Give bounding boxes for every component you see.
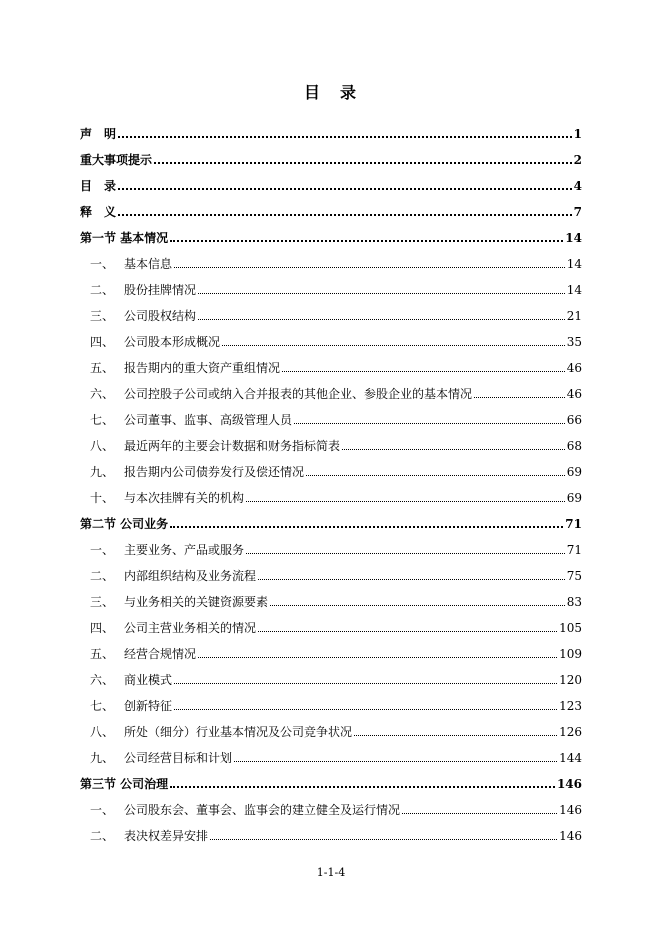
- toc-entry-page: 14: [566, 257, 582, 271]
- toc-entry-label: 报告期内公司债券发行及偿还情况: [124, 465, 305, 479]
- toc-entry-label: 第三节 公司治理: [80, 777, 169, 791]
- toc-entry-label: 与业务相关的关键资源要素: [124, 595, 269, 609]
- toc-entry-number: 一、: [90, 803, 115, 817]
- toc-entry-number: 三、: [90, 595, 115, 609]
- toc-entry-page: 14: [566, 283, 582, 297]
- toc-dot-leader: [198, 657, 557, 658]
- toc-entry-page: 2: [573, 153, 582, 167]
- toc-subsection-entry[interactable]: [80, 245, 582, 271]
- toc-entry-label: 商业模式: [124, 673, 173, 687]
- toc-entry-number: 四、: [90, 335, 115, 349]
- toc-entry-number: 一、: [90, 257, 115, 271]
- toc-entry-page: 66: [566, 413, 582, 427]
- toc-entry-label: 基本信息: [124, 257, 173, 271]
- toc-dot-leader: [174, 267, 565, 268]
- toc-entry-label: 公司控股子公司或纳入合并报表的其他企业、参股企业的基本情况: [124, 387, 473, 401]
- page-title: 目 录: [303, 83, 358, 102]
- toc-subsection-entry[interactable]: [80, 375, 582, 401]
- toc-entry-label: 公司主营业务相关的情况: [124, 621, 257, 635]
- toc-entry-label: 主要业务、产品或服务: [124, 543, 245, 557]
- toc-entry-page: 46: [566, 387, 582, 401]
- toc-entry-number: 一、: [90, 543, 115, 557]
- toc-dot-leader: [258, 631, 557, 632]
- toc-dot-leader: [198, 319, 565, 320]
- toc-subsection-entry[interactable]: [80, 453, 582, 479]
- toc-entry-page: 146: [559, 829, 582, 843]
- toc-subsection-entry[interactable]: [80, 739, 582, 765]
- toc-entry-page: 71: [565, 517, 582, 531]
- toc-subsection-entry[interactable]: [80, 791, 582, 817]
- toc-dot-leader: [222, 345, 565, 346]
- toc-entry-number: 六、: [90, 387, 115, 401]
- toc-section-entry[interactable]: [80, 219, 582, 245]
- toc-entry-page: 35: [566, 335, 582, 349]
- toc-entry-page: 75: [566, 569, 582, 583]
- toc-subsection-entry[interactable]: [80, 297, 582, 323]
- toc-subsection-entry[interactable]: [80, 323, 582, 349]
- toc-entry-label: 第二节 公司业务: [80, 517, 169, 531]
- table-of-contents: [80, 115, 582, 843]
- toc-dot-leader: [306, 475, 565, 476]
- toc-subsection-entry[interactable]: [80, 531, 582, 557]
- toc-entry-label: 重大事项提示: [80, 153, 153, 167]
- toc-dot-leader: [270, 605, 565, 606]
- toc-entry-number: 八、: [90, 725, 115, 739]
- toc-entry-label: 公司经营目标和计划: [124, 751, 233, 765]
- toc-dot-leader: [118, 188, 572, 190]
- toc-dot-leader: [174, 709, 557, 710]
- toc-dot-leader: [174, 683, 557, 684]
- toc-subsection-entry[interactable]: [80, 479, 582, 505]
- toc-entry-page: 1: [573, 127, 582, 141]
- toc-subsection-entry[interactable]: [80, 635, 582, 661]
- toc-dot-leader: [282, 371, 565, 372]
- toc-entry-page: 69: [566, 491, 582, 505]
- toc-section-entry[interactable]: [80, 765, 582, 791]
- toc-entry-page: 144: [559, 751, 582, 765]
- toc-dot-leader: [342, 449, 565, 450]
- toc-subsection-entry[interactable]: [80, 661, 582, 687]
- toc-entry-page: 14: [565, 231, 582, 245]
- toc-dot-leader: [170, 240, 563, 242]
- toc-entry-label: 公司董事、监事、高级管理人员: [124, 413, 293, 427]
- toc-entry-number: 二、: [90, 569, 115, 583]
- toc-entry-page: 46: [566, 361, 582, 375]
- toc-section-entry[interactable]: [80, 505, 582, 531]
- toc-section-entry[interactable]: [80, 141, 582, 167]
- toc-entry-number: 十、: [90, 491, 115, 505]
- toc-entry-label: 公司股东会、董事会、监事会的建立健全及运行情况: [124, 803, 401, 817]
- toc-dot-leader: [402, 813, 557, 814]
- toc-dot-leader: [234, 761, 557, 762]
- toc-entry-number: 四、: [90, 621, 115, 635]
- toc-dot-leader: [474, 397, 565, 398]
- toc-dot-leader: [294, 423, 565, 424]
- toc-entry-label: 创新特征: [124, 699, 173, 713]
- toc-subsection-entry[interactable]: [80, 583, 582, 609]
- toc-entry-page: 126: [559, 725, 582, 739]
- toc-entry-label: 内部组织结构及业务流程: [124, 569, 257, 583]
- toc-section-entry[interactable]: [80, 115, 582, 141]
- toc-entry-number: 七、: [90, 699, 115, 713]
- toc-entry-page: 83: [566, 595, 582, 609]
- toc-dot-leader: [354, 735, 557, 736]
- toc-entry-number: 三、: [90, 309, 115, 323]
- toc-subsection-entry[interactable]: [80, 609, 582, 635]
- toc-entry-label: 公司股本形成概况: [124, 335, 221, 349]
- toc-entry-page: 120: [559, 673, 582, 687]
- toc-dot-leader: [170, 786, 555, 788]
- toc-subsection-entry[interactable]: [80, 271, 582, 297]
- toc-entry-page: 4: [573, 179, 582, 193]
- toc-subsection-entry[interactable]: [80, 401, 582, 427]
- toc-dot-leader: [118, 214, 572, 216]
- toc-entry-number: 五、: [90, 647, 115, 661]
- toc-entry-number: 六、: [90, 673, 115, 687]
- toc-entry-number: 八、: [90, 439, 115, 453]
- toc-entry-number: 二、: [90, 283, 115, 297]
- toc-entry-label: 第一节 基本情况: [80, 231, 169, 245]
- toc-entry-label: 报告期内的重大资产重组情况: [124, 361, 281, 375]
- toc-entry-label: 释 义: [80, 205, 117, 219]
- page-number: 1-1-4: [316, 866, 346, 879]
- toc-entry-number: 九、: [90, 751, 115, 765]
- toc-dot-leader: [118, 136, 572, 138]
- toc-entry-page: 71: [566, 543, 582, 557]
- toc-subsection-entry[interactable]: [80, 557, 582, 583]
- toc-entry-number: 五、: [90, 361, 115, 375]
- toc-section-entry[interactable]: [80, 193, 582, 219]
- toc-entry-label: 股份挂牌情况: [124, 283, 197, 297]
- toc-subsection-entry[interactable]: [80, 687, 582, 713]
- toc-dot-leader: [198, 293, 565, 294]
- toc-entry-page: 123: [559, 699, 582, 713]
- toc-entry-page: 7: [573, 205, 582, 219]
- toc-entry-label: 声 明: [80, 127, 117, 141]
- toc-entry-number: 九、: [90, 465, 115, 479]
- toc-entry-number: 二、: [90, 829, 115, 843]
- toc-entry-page: 68: [566, 439, 582, 453]
- toc-entry-page: 146: [556, 777, 582, 791]
- toc-entry-page: 109: [559, 647, 582, 661]
- toc-entry-page: 69: [566, 465, 582, 479]
- toc-dot-leader: [154, 162, 572, 164]
- toc-entry-label: 表决权差异安排: [124, 829, 209, 843]
- toc-entry-label: 所处（细分）行业基本情况及公司竞争状况: [124, 725, 353, 739]
- toc-entry-label: 经营合规情况: [124, 647, 197, 661]
- toc-entry-label: 最近两年的主要会计数据和财务指标简表: [124, 439, 341, 453]
- toc-entry-label: 与本次挂牌有关的机构: [124, 491, 245, 505]
- toc-entry-label: 公司股权结构: [124, 309, 197, 323]
- toc-entry-number: 七、: [90, 413, 115, 427]
- toc-dot-leader: [246, 553, 565, 554]
- toc-subsection-entry[interactable]: [80, 817, 582, 843]
- toc-entry-page: 146: [559, 803, 582, 817]
- toc-entry-page: 105: [559, 621, 582, 635]
- toc-dot-leader: [210, 839, 557, 840]
- toc-subsection-entry[interactable]: [80, 427, 582, 453]
- toc-subsection-entry[interactable]: [80, 349, 582, 375]
- toc-dot-leader: [258, 579, 565, 580]
- toc-entry-label: 目 录: [80, 179, 117, 193]
- toc-dot-leader: [170, 526, 563, 528]
- toc-section-entry[interactable]: [80, 167, 582, 193]
- toc-dot-leader: [246, 501, 565, 502]
- toc-entry-page: 21: [566, 309, 582, 323]
- toc-subsection-entry[interactable]: [80, 713, 582, 739]
